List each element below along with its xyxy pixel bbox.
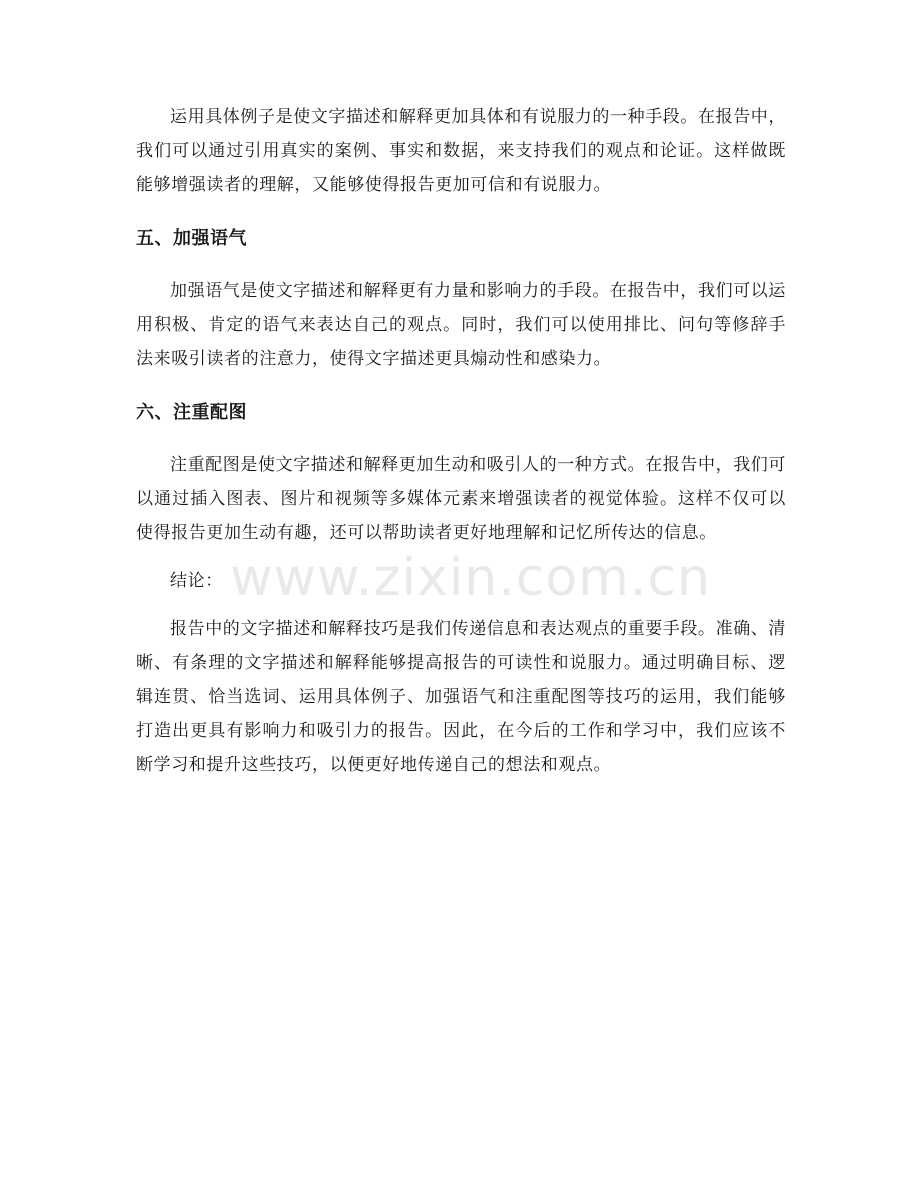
section-heading-strengthen-tone: 五、加强语气 bbox=[136, 228, 247, 249]
paragraph-examples: 运用具体例子是使文字描述和解释更加具体和有说服力的一种手段。在报告中，我们可以通过引用真实的案例、事实和数据，来支持我们的观点和论证。这样做既能够增强读者的理解，又能够使得报告更加可信和有说服力。 bbox=[136, 107, 786, 195]
document-page bbox=[136, 100, 786, 782]
section-heading-illustrations: 六、注重配图 bbox=[136, 402, 247, 423]
paragraph-conclusion: 报告中的文字描述和解释技巧是我们传递信息和表达观点的重要手段。准确、清晰、有条理的文字描述和解释能够提高报告的可读性和说服力。通过明确目标、逻辑连贯、恰当选词、运用具体例子、加强语气和注重配图等技巧的运用，我们能够打造出更具有影响力和吸引力的报告。因此，在今后的工作和学习中，我们应该不断学习和提升这些技巧，以便更好地传递自己的想法和观点。 bbox=[136, 619, 786, 775]
paragraph-illustrations: 注重配图是使文字描述和解释更加生动和吸引人的一种方式。在报告中，我们可以通过插入图表、图片和视频等多媒体元素来增强读者的视觉体验。这样不仅可以使得报告更加生动有趣，还可以帮助读者更好地理解和记忆所传达的信息。 bbox=[136, 455, 786, 543]
paragraph-strengthen-tone: 加强语气是使文字描述和解释更有力量和影响力的手段。在报告中，我们可以运用积极、肯定的语气来表达自己的观点。同时，我们可以使用排比、问句等修辞手法来吸引读者的注意力，使得文字描述更具煽动性和感染力。 bbox=[136, 281, 786, 369]
conclusion-label: 结论： bbox=[170, 571, 223, 591]
watermark-text: www.zixin.com.cn bbox=[230, 548, 711, 608]
